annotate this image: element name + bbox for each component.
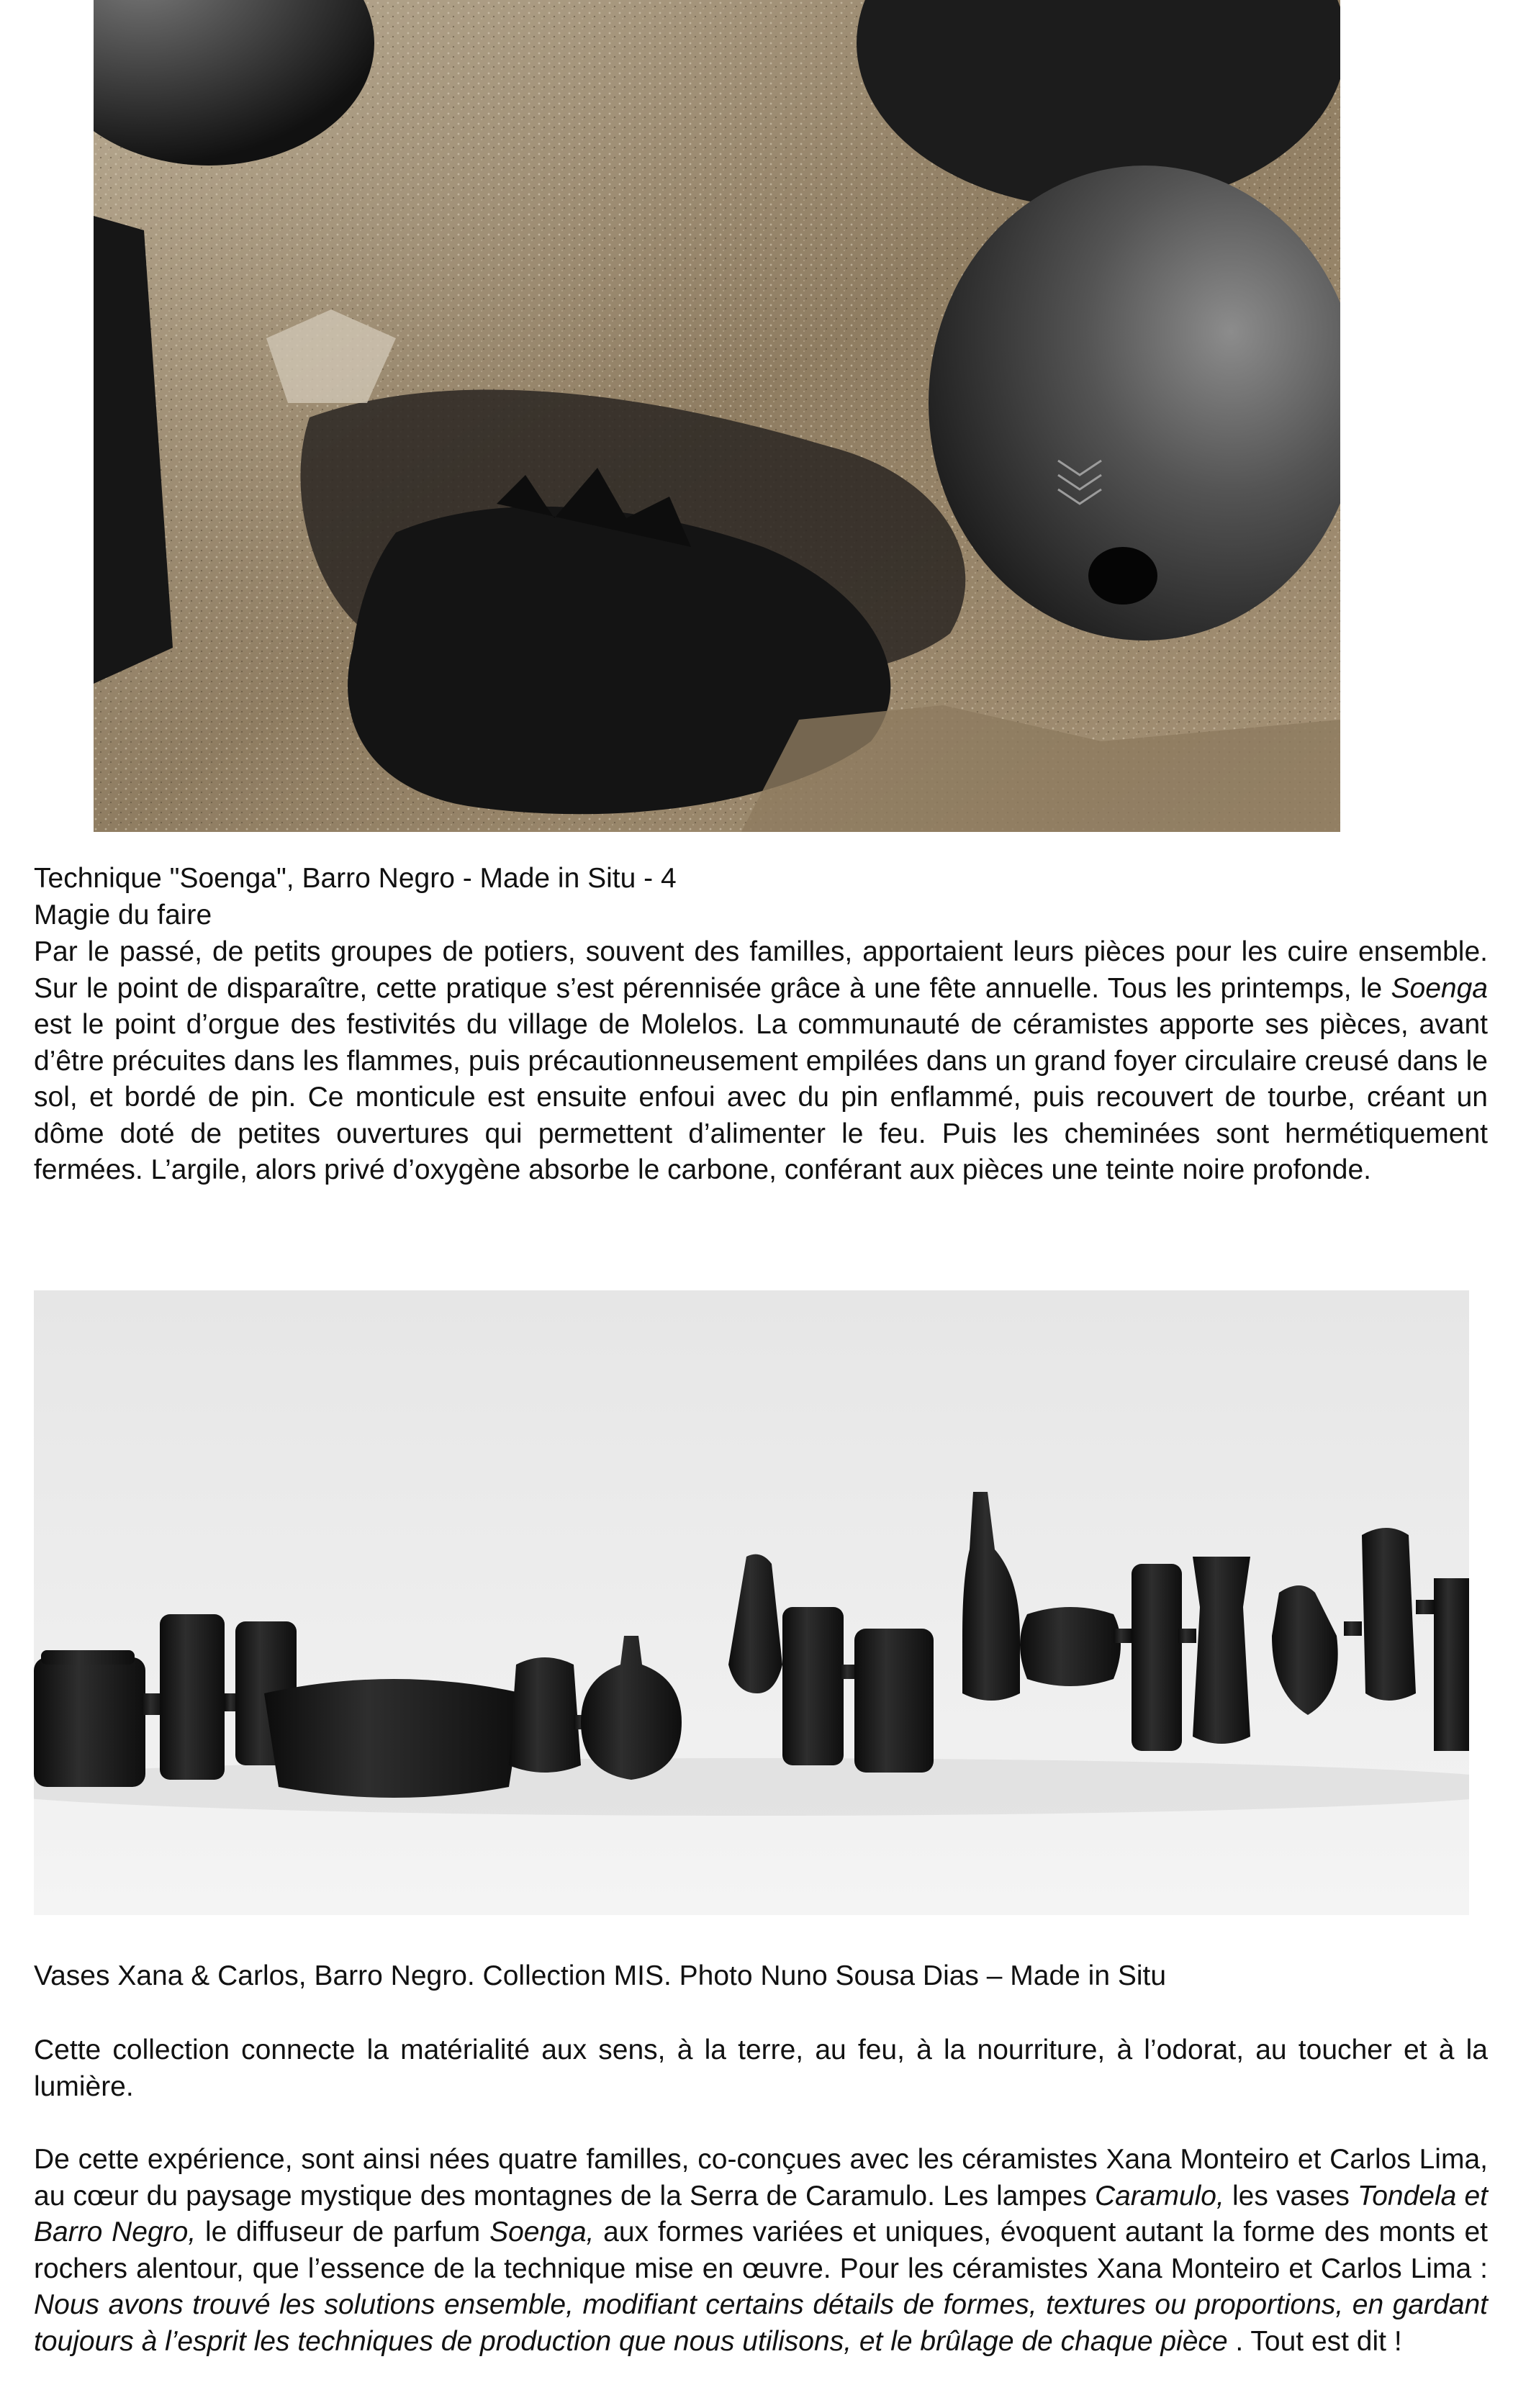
italic-term: Soenga	[1391, 972, 1488, 1004]
italic-quote: Nous avons trouvé les solutions ensemble, modifiant certains détails de formes, textures ou proportions, en gardant toujours à l’esprit les techniques de production que nous utilisons, et le brûlage de chaque pièce	[34, 2289, 1488, 2357]
paragraph-collection: Cette collection connecte la matérialité aux sens, à la terre, au feu, à la nourriture, à l’odorat, au toucher et à la lumière.	[34, 2034, 1488, 2102]
photo-caption-vases: Vases Xana & Carlos, Barro Negro. Collection MIS. Photo Nuno Sousa Dias – Made in Situ	[34, 1960, 1167, 1991]
paragraph-text: le diffuseur de parfum	[196, 2217, 490, 2248]
paragraph-text: les vases	[1224, 2180, 1358, 2212]
paragraph-text: De cette expérience, sont ainsi nées quatre familles, co-conçues avec les céramistes Xana Monteiro et Carlos Lima, au cœur du paysage mystique des montagnes de la Serra de Caramulo. Les lampes	[34, 2144, 1488, 2212]
black-vases-photo	[34, 1290, 1469, 1915]
paragraph-families	[34, 2142, 1488, 2360]
italic-term: Soenga,	[489, 2217, 595, 2248]
section-subtitle: Magie du faire	[34, 900, 212, 931]
photo-caption-soenga: Technique "Soenga", Barro Negro - Made in Situ - 4	[34, 863, 677, 894]
paragraph-soenga-history	[34, 934, 1488, 1189]
italic-term: Caramulo,	[1094, 2180, 1224, 2212]
ceramic-sphere-photo	[94, 0, 1340, 832]
italic-term: Tondela et Barro Negro,	[34, 2180, 1488, 2248]
paragraph-text: aux formes variées et uniques, évoquent autant la forme des monts et rochers alentour, que l’essence de la technique mise en œuvre. Pour les céramistes Xana Monteiro et Carlos Lima :	[34, 2217, 1489, 2284]
paragraph-text: est le point d’orgue des festivités du village de Molelos. La communauté de céramistes apporte ses pièces, avant d’être précuites dans les flammes, puis précautionneusement empilées dans un grand foyer circulaire creusé dans le sol, et bordé de pin. Ce monticule est ensuite enfoui avec du pin enflammé, puis recouvert de tourbe, créant un dôme doté de petites ouvertures qui permettent d’alimenter le feu. Puis les cheminées sont hermétiquement fermées. L’argile, alors privé d’oxygène absorbe le carbone, conférant aux pièces une teinte noire profonde.	[34, 1009, 1488, 1185]
paragraph-text: Par le passé, de petits groupes de potiers, souvent des familles, apportaient leurs pièces pour les cuire ensemble. Sur le point de disparaître, cette pratique s’est pérennisée grâce à une fête annuelle. Tous les printemps, le	[34, 936, 1488, 1004]
paragraph-text: . Tout est dit !	[1227, 2325, 1402, 2357]
